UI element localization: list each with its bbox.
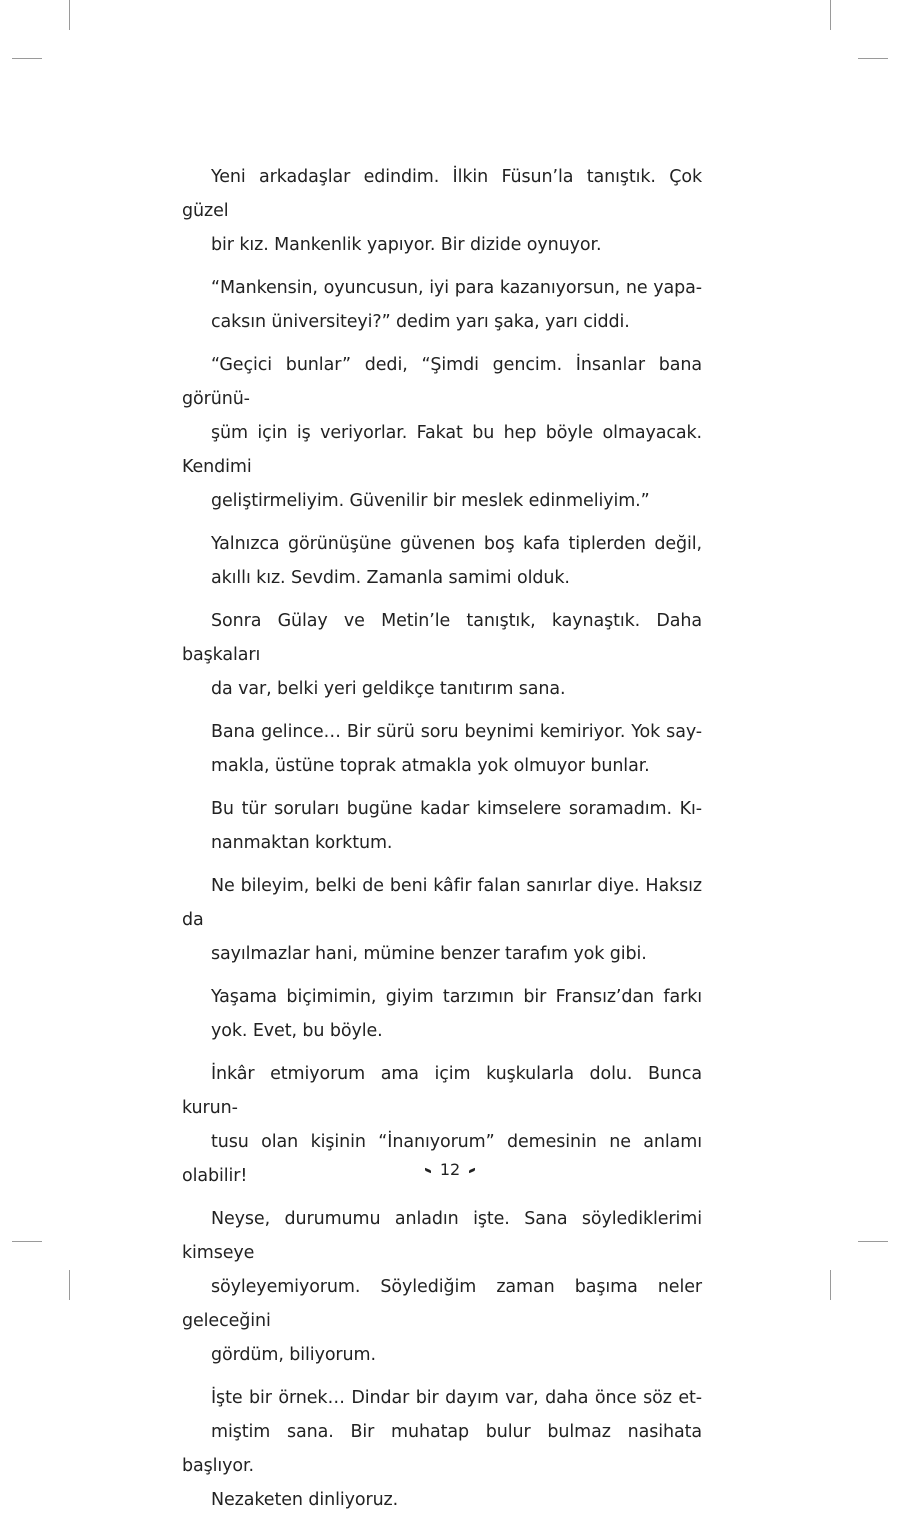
text-line: Neyse, durumumu anladın işte. Sana söylediklerimi kimseye — [182, 1209, 702, 1263]
text-line: Bu tür soruları bugüne kadar kimselere soramadım. Kı- — [211, 799, 702, 819]
paragraph — [182, 604, 702, 706]
text-line: “Geçici bunlar” dedi, “Şimdi gencim. İnsanlar bana görünü- — [182, 355, 702, 409]
body-text — [182, 160, 702, 1526]
ornament-right-icon — [469, 1168, 475, 1174]
text-line: miştim sana. Bir muhatap bulur bulmaz nasihata başlıyor. — [182, 1422, 702, 1476]
text-line: akıllı kız. Sevdim. Zamanla samimi olduk. — [211, 568, 570, 588]
crop-mark-top-right-horizontal — [858, 58, 888, 59]
text-line: makla, üstüne toprak atmakla yok olmuyor bunlar. — [211, 756, 650, 776]
paragraph — [182, 527, 702, 595]
text-line: Yeni arkadaşlar edindim. İlkin Füsun’la tanıştık. Çok güzel — [182, 167, 702, 221]
paragraph — [182, 1381, 702, 1517]
page-number — [0, 1160, 900, 1179]
paragraph — [182, 869, 702, 971]
page-number-text: 12 — [439, 1160, 461, 1179]
text-line: nanmaktan korktum. — [211, 833, 393, 853]
text-line: gördüm, biliyorum. — [211, 1345, 376, 1365]
text-line: caksın üniversiteyi?” dedim yarı şaka, yarı ciddi. — [211, 312, 630, 332]
paragraph — [182, 980, 702, 1048]
text-line: Ne bileyim, belki de beni kâfir falan sanırlar diye. Haksız da — [182, 876, 702, 930]
text-line: Yaşama biçimimin, giyim tarzımın bir Fransız’dan farkı — [211, 987, 702, 1007]
text-line: sayılmazlar hani, mümine benzer tarafım yok gibi. — [211, 944, 647, 964]
text-line: İşte bir örnek… Dindar bir dayım var, daha önce söz et- — [211, 1388, 702, 1408]
text-line: “Mankensin, oyuncusun, iyi para kazanıyorsun, ne yapa- — [211, 278, 702, 298]
paragraph — [182, 1202, 702, 1372]
text-line: yok. Evet, bu böyle. — [211, 1021, 383, 1041]
ornament-left-icon — [425, 1168, 431, 1174]
paragraph — [182, 271, 702, 339]
text-line: da var, belki yeri geldikçe tanıtırım sana. — [211, 679, 566, 699]
paragraph — [182, 160, 702, 262]
crop-mark-top-left-horizontal — [12, 58, 42, 59]
text-line: geliştirmeliyim. Güvenilir bir meslek edinmeliyim.” — [211, 491, 650, 511]
crop-mark-bottom-left-horizontal — [12, 1241, 42, 1242]
text-line: Nezaketen dinliyoruz. — [211, 1490, 399, 1510]
crop-mark-bottom-right-horizontal — [858, 1241, 888, 1242]
text-line: tusu olan kişinin “İnanıyorum” demesinin ne anlamı olabilir! — [182, 1132, 702, 1186]
crop-mark-top-left-vertical — [69, 0, 70, 30]
crop-mark-top-right-vertical — [830, 0, 831, 30]
crop-mark-bottom-left-vertical — [69, 1270, 70, 1300]
paragraph — [182, 348, 702, 518]
text-line: söyleyemiyorum. Söylediğim zaman başıma neler geleceğini — [182, 1277, 702, 1331]
text-line: Yalnızca görünüşüne güvenen boş kafa tiplerden değil, — [211, 534, 702, 554]
text-line: Sonra Gülay ve Metin’le tanıştık, kaynaştık. Daha başkaları — [182, 611, 702, 665]
crop-mark-bottom-right-vertical — [830, 1270, 831, 1300]
paragraph — [182, 792, 702, 860]
text-line: Bana gelince… Bir sürü soru beynimi kemiriyor. Yok say- — [211, 722, 702, 742]
text-line: bir kız. Mankenlik yapıyor. Bir dizide oynuyor. — [211, 235, 602, 255]
text-line: İnkâr etmiyorum ama içim kuşkularla dolu. Bunca kurun- — [182, 1064, 702, 1118]
text-line: şüm için iş veriyorlar. Fakat bu hep böyle olmayacak. Kendimi — [182, 423, 702, 477]
paragraph — [182, 715, 702, 783]
